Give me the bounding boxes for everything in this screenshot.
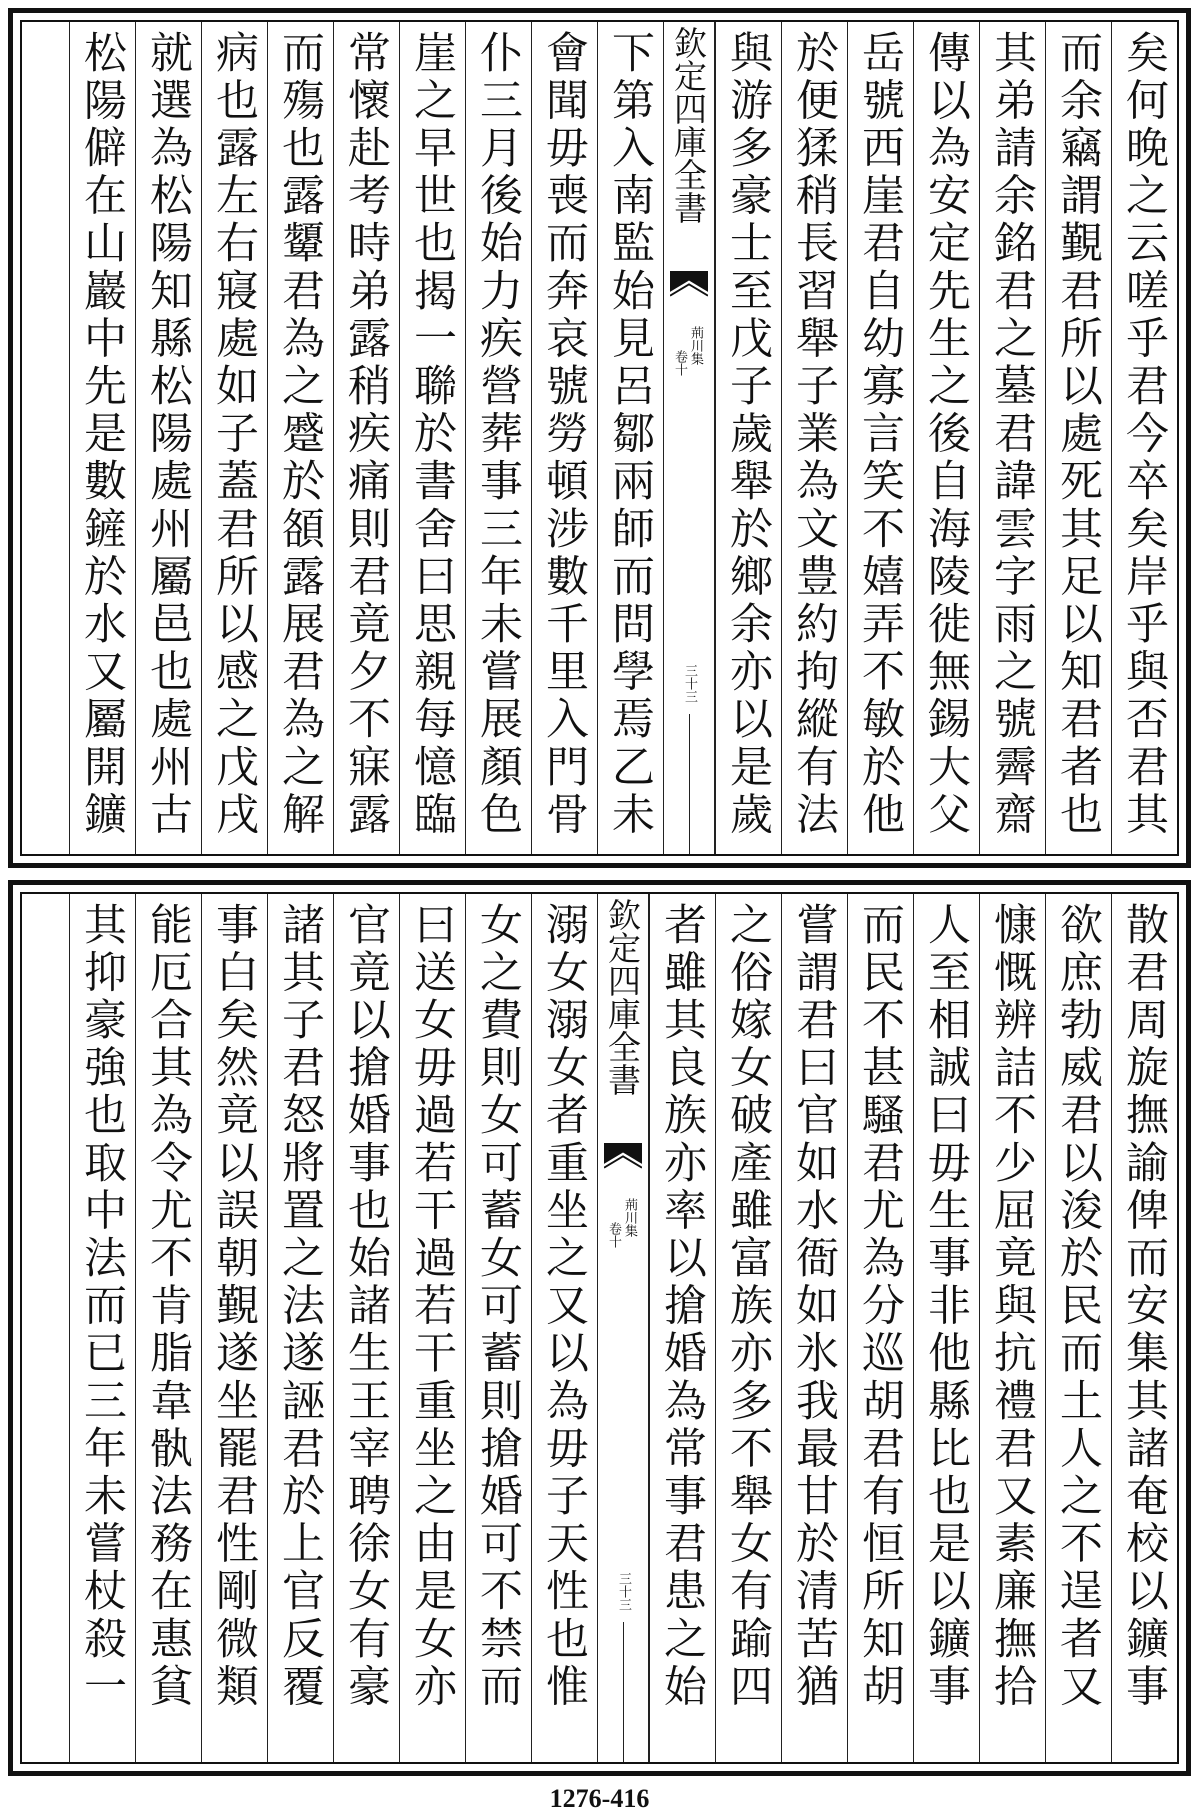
column-text: 溺女溺女者重坐之又以為毋子天性也惟 bbox=[539, 902, 589, 1712]
folio-number: 三十三 bbox=[682, 664, 697, 703]
text-column bbox=[781, 894, 847, 1762]
text-column bbox=[597, 22, 663, 854]
fish-tail-mark-icon bbox=[670, 270, 708, 310]
text-column bbox=[913, 22, 979, 854]
text-column bbox=[531, 22, 597, 854]
column-text: 人至相誠曰毋生事非他縣比也是以鑛事 bbox=[921, 902, 971, 1712]
column-text: 其弟請余銘君之墓君諱雲字雨之號霽齋 bbox=[987, 30, 1037, 840]
folio-number: 三十三 bbox=[616, 1572, 631, 1611]
column-text: 曰送女毋過若干過若干重坐之由是女亦 bbox=[407, 902, 457, 1712]
column-text: 事白矣然竟以誤朝覲遂坐罷君性剛微類 bbox=[209, 902, 259, 1712]
text-column bbox=[531, 894, 597, 1762]
text-column bbox=[1045, 22, 1111, 854]
fold-line bbox=[689, 714, 690, 854]
text-column bbox=[333, 894, 399, 1762]
book-title: 荊川集 bbox=[622, 1198, 637, 1237]
column-text: 於便猱稍長習舉子業為文豊約拘縱有法 bbox=[789, 30, 839, 840]
text-column bbox=[69, 22, 135, 854]
top-page-frame bbox=[20, 20, 1179, 856]
volume-label: 卷十 bbox=[606, 1222, 621, 1248]
book-title: 荊川集 bbox=[688, 326, 703, 365]
column-text: 官竟以搶婚事也始諸生王宰聘徐女有豪 bbox=[341, 902, 391, 1712]
text-column bbox=[715, 894, 781, 1762]
column-text: 者雖其良族亦率以搶婚為常事君患之始 bbox=[657, 902, 707, 1712]
text-column bbox=[267, 22, 333, 854]
text-column bbox=[465, 22, 531, 854]
column-text: 諸其子君怒將置之法遂誣君於上官反覆 bbox=[275, 902, 325, 1712]
text-column bbox=[135, 894, 201, 1762]
center-fold-band bbox=[597, 894, 649, 1762]
series-title: 欽定四庫全書 bbox=[603, 898, 642, 1096]
text-column bbox=[201, 22, 267, 854]
text-column bbox=[69, 894, 135, 1762]
column-text: 下第入南監始見呂鄒兩師而問學焉乙未 bbox=[605, 30, 655, 840]
text-column bbox=[847, 894, 913, 1762]
fish-tail-mark-icon bbox=[604, 1142, 642, 1182]
text-column bbox=[1045, 894, 1111, 1762]
text-column bbox=[649, 894, 715, 1762]
text-column bbox=[847, 22, 913, 854]
column-text: 仆三月後始力疾營葬事三年未嘗展顏色 bbox=[473, 30, 523, 840]
column-text: 常懷赴考時弟露稍疾痛則君竟夕不寐露 bbox=[341, 30, 391, 840]
column-text: 欲庶勃威君以浚於民而土人之不逞者又 bbox=[1053, 902, 1103, 1712]
text-column bbox=[333, 22, 399, 854]
text-column bbox=[781, 22, 847, 854]
text-column bbox=[399, 894, 465, 1762]
column-text: 散君周旋撫諭俾而安集其諸奄校以鑛事 bbox=[1119, 902, 1169, 1712]
page-reference-number: 1276-416 bbox=[549, 1784, 650, 1813]
text-column bbox=[979, 22, 1045, 854]
text-column bbox=[201, 894, 267, 1762]
column-text: 而民不甚騷君尤為分巡胡君有恒所知胡 bbox=[855, 902, 905, 1712]
text-column bbox=[1111, 22, 1177, 854]
column-text: 慷慨辨詰不少屈竟與抗禮君又素廉撫拾 bbox=[987, 902, 1037, 1712]
text-column bbox=[135, 22, 201, 854]
column-text: 與游多豪士至戊子歲舉於鄉余亦以是歲 bbox=[723, 30, 773, 840]
column-text: 岳號西崖君自幼寡言笑不嬉弄不敏於他 bbox=[855, 30, 905, 840]
column-text: 會聞毋喪而奔哀號勞頓涉數千里入門骨 bbox=[539, 30, 589, 840]
series-title: 欽定四庫全書 bbox=[669, 26, 708, 224]
column-text: 傳以為安定先生之後自海陵徙無錫大父 bbox=[921, 30, 971, 840]
column-text: 嘗謂君曰官如水衙如氷我最甘於清苦猶 bbox=[789, 902, 839, 1712]
text-column bbox=[979, 894, 1045, 1762]
column-text: 其抑豪強也取中法而已三年未嘗杖殺一 bbox=[77, 902, 127, 1712]
column-text: 能厄合其為令尤不肯脂韋骫法務在惠貧 bbox=[143, 902, 193, 1712]
column-text: 松陽僻在山巖中先是數鏟於水又屬開鑛 bbox=[77, 30, 127, 840]
text-column bbox=[267, 894, 333, 1762]
column-text: 病也露左右寢處如子蓋君所以感之戊戌 bbox=[209, 30, 259, 840]
text-column bbox=[913, 894, 979, 1762]
column-text: 女之費則女可蓄女可蓄則搶婚可不禁而 bbox=[473, 902, 523, 1712]
center-fold-band bbox=[663, 22, 715, 854]
volume-label: 卷十 bbox=[672, 350, 687, 376]
column-text: 就選為松陽知縣松陽處州屬邑也處州古 bbox=[143, 30, 193, 840]
column-text: 崖之早世也揭一聯於書舍曰思親每憶臨 bbox=[407, 30, 457, 840]
text-column bbox=[399, 22, 465, 854]
column-text: 矣何晚之云嗟乎君今卒矣岸乎與否君其 bbox=[1119, 30, 1169, 840]
column-text: 之俗嫁女破產雖富族亦多不舉女有踰四 bbox=[723, 902, 773, 1712]
top-page bbox=[8, 8, 1191, 868]
column-text: 而殤也露顰君為之蹙於頟露展君為之解 bbox=[275, 30, 325, 840]
bottom-page bbox=[8, 880, 1191, 1776]
text-column bbox=[715, 22, 781, 854]
bottom-page-frame bbox=[20, 892, 1179, 1764]
text-column bbox=[465, 894, 531, 1762]
text-column bbox=[1111, 894, 1177, 1762]
column-text: 而余竊謂覲君所以處死其足以知君者也 bbox=[1053, 30, 1103, 840]
top-text-columns bbox=[22, 22, 1177, 854]
bottom-text-columns bbox=[22, 894, 1177, 1762]
fold-line bbox=[623, 1622, 624, 1762]
